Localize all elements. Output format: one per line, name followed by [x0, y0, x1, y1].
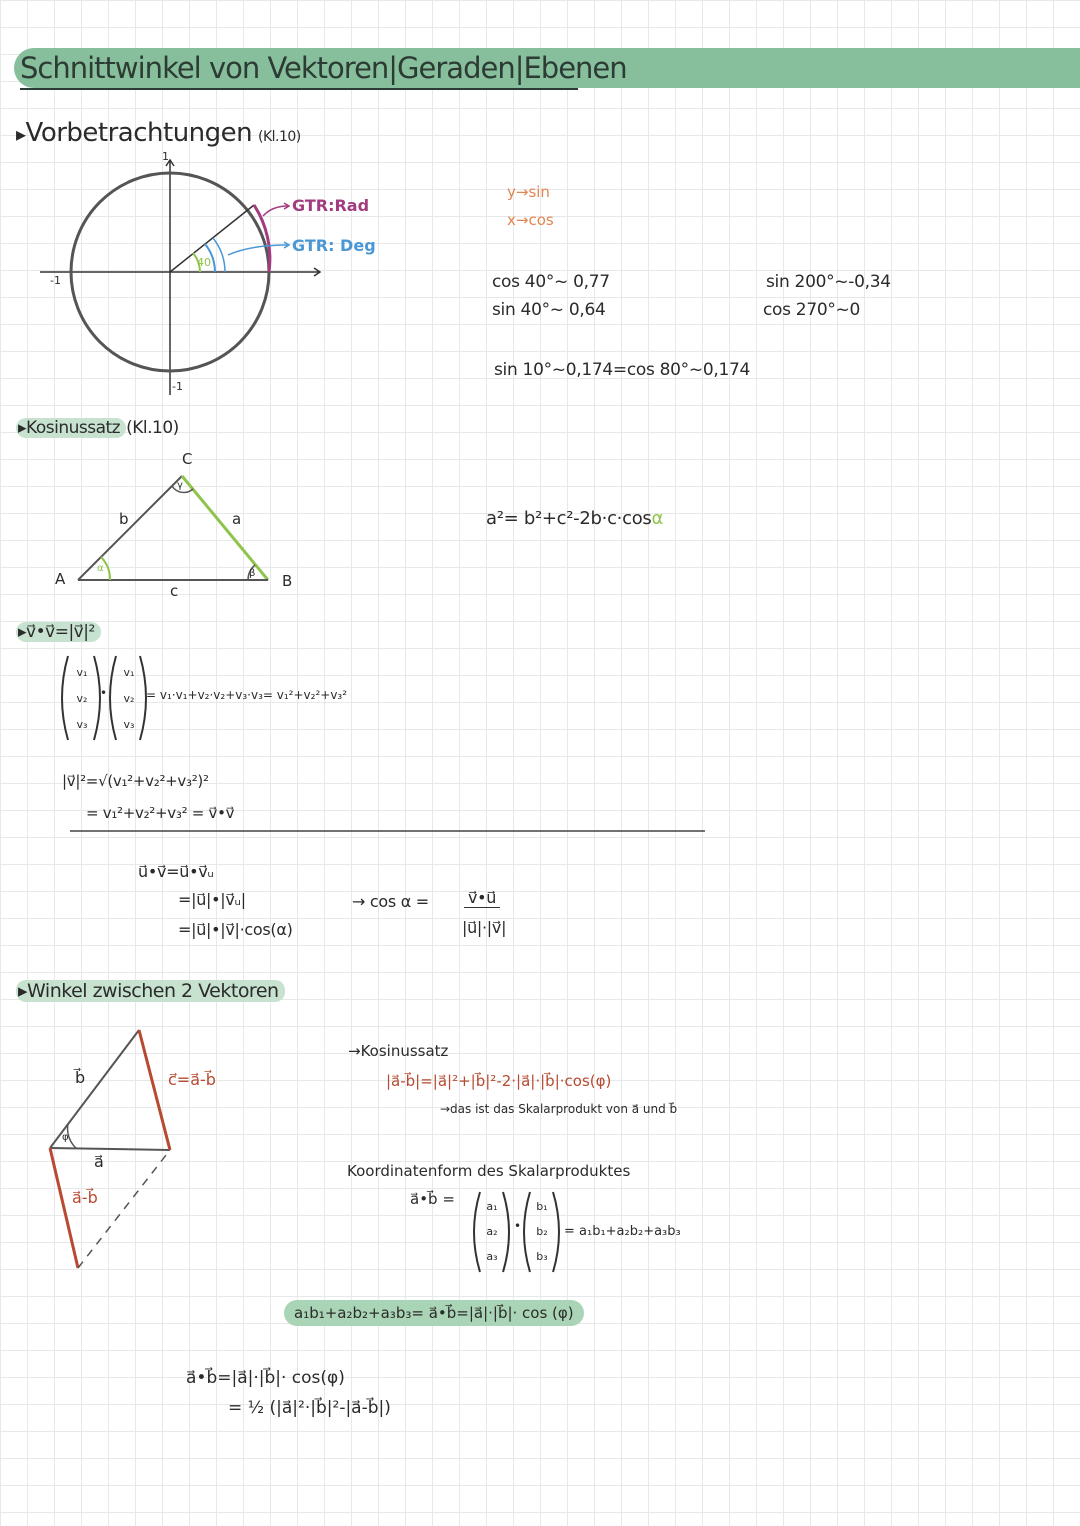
- proj-line2: =|u⃗|•|v⃗ᵤ|: [178, 890, 246, 909]
- cos-denominator: |u⃗|·|v⃗|: [462, 918, 507, 937]
- vec-a-c3: a₃: [486, 1250, 498, 1263]
- kos-formula: |a⃗-b⃗|=|a⃗|²+|b⃗|²-2·|a⃗|·|b⃗|·cos(φ): [386, 1072, 612, 1090]
- section4-heading: Winkel zwischen 2 Vektoren: [27, 980, 279, 1002]
- cosine-law-alpha: α: [651, 508, 664, 529]
- coord-dot-op: •: [514, 1219, 522, 1233]
- vec-a-c1: a₁: [486, 1200, 498, 1213]
- label-phi: φ: [62, 1132, 69, 1143]
- vector-b-coords: [531, 1194, 553, 1269]
- vector2-c3: v₃: [123, 718, 135, 731]
- cosine-law-main: a²= b²+c²-2b·c·cos: [486, 508, 652, 529]
- section1-note: (Kl.10): [258, 129, 301, 145]
- mnemonic-x: x→cos: [507, 211, 554, 229]
- tick-bottom: -1: [172, 380, 183, 393]
- side-a-label: a: [232, 510, 242, 528]
- vertex-C: C: [182, 450, 193, 468]
- page-title: Schnittwinkel von Vektoren|Geraden|Ebenen: [20, 51, 627, 85]
- gtr-rad-label: GTR:Rad: [292, 196, 370, 215]
- bullet-icon: ▸: [18, 622, 27, 642]
- proj-line1: u⃗•v⃗=u⃗•v⃗ᵤ: [138, 862, 214, 881]
- vector1-c1: v₁: [76, 666, 88, 679]
- section2-heading: Kosinussatz: [26, 418, 121, 438]
- alpha-label: α: [97, 563, 104, 574]
- cos-numerator: v⃗•u⃗: [464, 888, 500, 908]
- norm-line2: = v₁²+v₂²+v₃² = v⃗•v⃗: [86, 804, 235, 822]
- vec-b-c2: b₂: [536, 1225, 548, 1238]
- coord-rhs: = a₁b₁+a₂b₂+a₃b₃: [564, 1224, 681, 1239]
- vecb-right-paren: [553, 1192, 559, 1272]
- last-line1: a⃗•b⃗=|a⃗|·|b⃗|· cos(φ): [186, 1368, 345, 1388]
- bullet-icon: ▸: [16, 122, 26, 146]
- value-cos40: cos 40°~ 0,77: [492, 272, 610, 292]
- section3-heading: v⃗•v⃗=|v⃗|²: [26, 622, 95, 642]
- cos-prefix: → cos α =: [352, 892, 429, 911]
- label-b: b⃗: [75, 1068, 86, 1087]
- bullet-icon: ▸: [18, 418, 27, 438]
- side-c-label: c: [170, 582, 179, 600]
- tick-left: -1: [50, 274, 61, 287]
- label-c: c⃗=a⃗-b⃗: [168, 1070, 216, 1089]
- label-a: a⃗: [94, 1152, 104, 1171]
- norm-line1: |v⃗|²=√(v₁²+v₂²+v₃²)²: [62, 772, 209, 790]
- vertex-B: B: [282, 572, 293, 590]
- vector2-c1: v₁: [123, 666, 135, 679]
- proj-line3: =|u⃗|•|v⃗|·cos(α): [178, 920, 293, 939]
- veca-right-paren: [503, 1192, 509, 1272]
- value-sin40: sin 40°~ 0,64: [492, 300, 606, 320]
- sin-cos-relation: sin 10°~0,174=cos 80°~0,174: [494, 360, 750, 380]
- vec-a-c2: a₂: [486, 1225, 498, 1238]
- dot-expansion: = v₁·v₁+v₂·v₂+v₃·v₃= v₁²+v₂²+v₃²: [146, 688, 348, 702]
- mnemonic-y: y→sin: [507, 183, 550, 201]
- vector-a-coords: [481, 1194, 503, 1269]
- kos-title: →Kosinussatz: [348, 1042, 449, 1060]
- vector-dot-op: •: [100, 686, 108, 700]
- tick-top: 1: [162, 150, 169, 163]
- section2-note: (Kl.10): [126, 418, 179, 438]
- vertex-A: A: [55, 570, 66, 588]
- vec-b-c3: b₃: [536, 1250, 548, 1263]
- veca-left-paren: [474, 1192, 480, 1272]
- vector1-c2: v₂: [76, 692, 88, 705]
- beta-label: β: [249, 568, 256, 579]
- label-amb: a⃗-b⃗: [72, 1188, 98, 1207]
- section1-heading: Vorbetrachtungen: [25, 118, 253, 148]
- final-formula-box: a₁b₁+a₂b₂+a₃b₃= a⃗•b⃗=|a⃗|·|b⃗|· cos (φ): [284, 1300, 584, 1326]
- bullet-icon: ▸: [18, 980, 28, 1002]
- value-sin200: sin 200°~-0,34: [766, 272, 891, 292]
- coord-title: Koordinatenform des Skalarproduktes: [347, 1162, 631, 1180]
- last-line2: = ½ (|a⃗|²·|b⃗|²-|a⃗-b⃗|): [228, 1398, 391, 1418]
- gamma-label: γ: [177, 480, 183, 491]
- vecb-left-paren: [524, 1192, 530, 1272]
- vec-b-c1: b₁: [536, 1200, 548, 1213]
- kos-note: →das ist das Skalarprodukt von a⃗ und b⃗: [440, 1102, 678, 1116]
- coord-lhs: a⃗•b⃗ =: [410, 1190, 455, 1208]
- value-cos270: cos 270°~0: [763, 300, 861, 320]
- vector1-c3: v₃: [76, 718, 88, 731]
- side-b-label: b: [119, 510, 129, 528]
- gtr-deg-label: GTR: Deg: [292, 236, 376, 255]
- vector2-c2: v₂: [123, 692, 135, 705]
- angle-label: 40: [197, 256, 211, 269]
